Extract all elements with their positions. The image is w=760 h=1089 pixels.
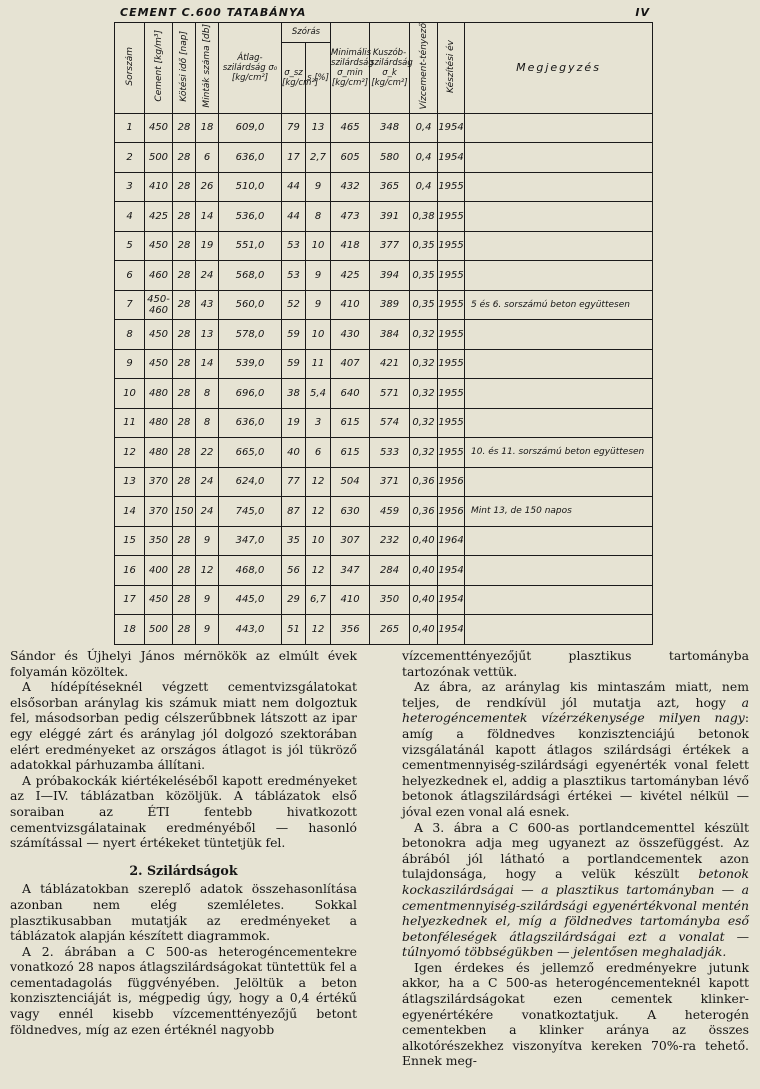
table-cell: 8 xyxy=(306,202,331,232)
table-cell: 51 xyxy=(282,615,306,645)
table-cell: 665,0 xyxy=(219,438,282,468)
table-cell: 1955 xyxy=(438,202,465,232)
table-cell: 500 xyxy=(145,143,173,173)
table-cell: 640 xyxy=(331,379,370,409)
table-cell-note: 5 és 6. sorszámú beton együttesen xyxy=(465,290,653,320)
table-cell: 28 xyxy=(173,349,196,379)
table-row xyxy=(115,438,653,468)
table-cell: 28 xyxy=(173,113,196,143)
table-cell: 10 xyxy=(115,379,145,409)
table-cell: 28 xyxy=(173,438,196,468)
table-cell: 11 xyxy=(115,408,145,438)
table-cell: 425 xyxy=(145,202,173,232)
right-text-column xyxy=(402,648,749,1069)
table-cell: 16 xyxy=(115,556,145,586)
table-cell: 636,0 xyxy=(219,408,282,438)
table-cell: 636,0 xyxy=(219,143,282,173)
table-cell: 4 xyxy=(115,202,145,232)
table-cell: 450 xyxy=(145,231,173,261)
table-cell: 38 xyxy=(282,379,306,409)
table-cell: 9 xyxy=(306,261,331,291)
table-cell: 1954 xyxy=(438,585,465,615)
table-cell: 384 xyxy=(370,320,410,350)
paragraph: Az ábra, az aránylag kis mintaszám miatt, nem teljes, de rendkívül jól mutatja azt, hogy a heterogéncementek vízérzékenysége milyen nagy: amíg a földnedves konzisztenciájú betonok vizsgálatánál kapott átlagos szilárdsági értékek a cementmennyiség-szilárdsági egyenérték vonal felett helyezkednek el, addig a plasztikus tartományban lévő betonok átlagszilárdsági értékei — kivétel nélkül — jóval ezen vonal alá esnek. xyxy=(402,679,749,819)
table-cell: 465 xyxy=(331,113,370,143)
table-cell: 9 xyxy=(196,585,219,615)
paragraph: A táblázatokban szereplő adatok összehasonlítása azonban nem elég szemléletes. Sokkal plasztikusabban mutatják az eredményeket a táblázatok alapján készített diagrammok. xyxy=(10,881,357,944)
col-header-vizcement: Vízcement-tényező xyxy=(410,23,438,114)
table-cell: 53 xyxy=(282,261,306,291)
table-cell: 605 xyxy=(331,143,370,173)
table-cell: 504 xyxy=(331,467,370,497)
table-cell-note xyxy=(465,408,653,438)
table-cell-note xyxy=(465,467,653,497)
table-cell: 536,0 xyxy=(219,202,282,232)
table-cell: 468,0 xyxy=(219,556,282,586)
table-cell: 59 xyxy=(282,349,306,379)
col-header-cement: Cement [kg/m³] xyxy=(145,23,173,114)
table-cell: 28 xyxy=(173,172,196,202)
table-cell-note xyxy=(465,202,653,232)
table-cell: 348 xyxy=(370,113,410,143)
table-cell: 284 xyxy=(370,556,410,586)
table-cell-note xyxy=(465,526,653,556)
table-cell: 0,40 xyxy=(410,615,438,645)
table-cell: 560,0 xyxy=(219,290,282,320)
table-cell: 377 xyxy=(370,231,410,261)
table-cell: 40 xyxy=(282,438,306,468)
table-row xyxy=(115,556,653,586)
table-cell: 410 xyxy=(331,290,370,320)
table-cell: 0,40 xyxy=(410,526,438,556)
table-cell: 551,0 xyxy=(219,231,282,261)
table-cell: 10 xyxy=(306,526,331,556)
table-cell: 28 xyxy=(173,143,196,173)
table-cell: 53 xyxy=(282,231,306,261)
table-cell: 0,35 xyxy=(410,261,438,291)
table-cell: 1956 xyxy=(438,467,465,497)
table-cell: 539,0 xyxy=(219,349,282,379)
table-cell: 6 xyxy=(306,438,331,468)
table-cell: 10 xyxy=(306,231,331,261)
table-cell: 18 xyxy=(115,615,145,645)
table-cell: 389 xyxy=(370,290,410,320)
table-cell: 745,0 xyxy=(219,497,282,527)
paragraph: A próbakockák kiértékeléséből kapott eredményeket az I—IV. táblázatban közöljük. A táblázatok első soraiban az ÉTI fentebb hivatkozott cementvizsgálatainak eredményéből — hasonló számítással — nyert értékeket tüntetjük fel. xyxy=(10,772,357,851)
table-row xyxy=(115,497,653,527)
table-row xyxy=(115,231,653,261)
table-cell: 0,32 xyxy=(410,379,438,409)
table-cell: 347 xyxy=(331,556,370,586)
table-cell: 2,7 xyxy=(306,143,331,173)
table-cell: 28 xyxy=(173,290,196,320)
table-cell: 52 xyxy=(282,290,306,320)
table-cell: 24 xyxy=(196,497,219,527)
table-cell: 17 xyxy=(282,143,306,173)
table-cell: 28 xyxy=(173,526,196,556)
table-cell: 624,0 xyxy=(219,467,282,497)
table-cell: 1955 xyxy=(438,349,465,379)
col-header-megjegyzes: Megjegyzés xyxy=(465,23,653,114)
table-cell: 450 xyxy=(145,113,173,143)
table-cell: 371 xyxy=(370,467,410,497)
table-cell: 17 xyxy=(115,585,145,615)
table-cell: 59 xyxy=(282,320,306,350)
table-cell: 0,4 xyxy=(410,143,438,173)
table-cell: 26 xyxy=(196,172,219,202)
paragraph: A 3. ábra a C 600-as portlandcementtel készült betonokra adja meg ugyanezt az összefüggést. Az ábrából jól látható a portlandcementek azon tulajdonsága, hogy a velük készült betonok kockaszilárdságai — a plasztikus tartományban — a cementmennyiség-szilárdsági egyenértékvonal mentén helyezkednek el, míg a földnedves tartományba eső betonféleségek átlagszilárdságai ezt a vonalat — túlnyomó többségükben — jelentősen meghaladják. xyxy=(402,819,749,960)
table-cell: 578,0 xyxy=(219,320,282,350)
table-cell: 11 xyxy=(306,349,331,379)
table-cell: 1956 xyxy=(438,497,465,527)
table-cell: 1954 xyxy=(438,615,465,645)
table-cell: 28 xyxy=(173,202,196,232)
table-cell-note xyxy=(465,349,653,379)
table-cell: 6 xyxy=(196,143,219,173)
table-cell: 0,36 xyxy=(410,497,438,527)
table-cell: 77 xyxy=(282,467,306,497)
table-cell: 8 xyxy=(115,320,145,350)
table-cell: 0,4 xyxy=(410,172,438,202)
table-cell: 28 xyxy=(173,615,196,645)
section-heading: 2. Szilárdságok xyxy=(129,862,238,878)
table-cell: 450 xyxy=(145,320,173,350)
table-body xyxy=(115,113,653,644)
table-cell: 480 xyxy=(145,408,173,438)
table-cell: 0,40 xyxy=(410,556,438,586)
table-cell: 0,32 xyxy=(410,349,438,379)
table-cell: 14 xyxy=(196,202,219,232)
table-cell: 12 xyxy=(306,615,331,645)
table-cell: 460 xyxy=(145,261,173,291)
table-cell: 19 xyxy=(196,231,219,261)
table-cell: 450-460 xyxy=(145,290,173,320)
table-cell: 473 xyxy=(331,202,370,232)
table-cell-note xyxy=(465,556,653,586)
table-cell: 510,0 xyxy=(219,172,282,202)
table-cell: 615 xyxy=(331,438,370,468)
table-cell: 421 xyxy=(370,349,410,379)
table-cell: 394 xyxy=(370,261,410,291)
col-header-mintak-szama: Minták száma [db] xyxy=(196,23,219,114)
table-cell: 28 xyxy=(173,467,196,497)
table-cell: 450 xyxy=(145,585,173,615)
table-cell: 347,0 xyxy=(219,526,282,556)
table-cell: 3 xyxy=(115,172,145,202)
table-cell: 44 xyxy=(282,172,306,202)
col-header-sigma-sz: σ_sz [kg/cm²] xyxy=(282,42,306,113)
table-cell: 443,0 xyxy=(219,615,282,645)
table-cell: 1954 xyxy=(438,113,465,143)
paragraph: vízcementtényezőjűt plasztikus tartományba tartozónak vettük. xyxy=(402,648,749,679)
table-cell: 10 xyxy=(306,320,331,350)
table-cell: 12 xyxy=(306,556,331,586)
paragraph: Igen érdekes és jellemző eredményekre jutunk akkor, ha a C 500-as heterogéncementeknél kapott átlagszilárdságokat ezen cementek klinker-egyenértékére vonatkoztatjuk. A heterogén cementekben a klinker aránya az összes alkotórészekhez viszonyítva kereken 70%-ra tehető. Ennek meg- xyxy=(402,959,749,1069)
table-cell: 5 xyxy=(115,231,145,261)
table-cell-note xyxy=(465,585,653,615)
table-cell: 18 xyxy=(196,113,219,143)
table-row xyxy=(115,467,653,497)
table-cell: 87 xyxy=(282,497,306,527)
table-cell: 24 xyxy=(196,261,219,291)
table-cell: 307 xyxy=(331,526,370,556)
table-cell: 445,0 xyxy=(219,585,282,615)
table-cell: 350 xyxy=(145,526,173,556)
table-cell: 571 xyxy=(370,379,410,409)
table-cell: 28 xyxy=(173,556,196,586)
table-cell: 3 xyxy=(306,408,331,438)
table-cell: 574 xyxy=(370,408,410,438)
table-cell-note: 10. és 11. sorszámú beton együttesen xyxy=(465,438,653,468)
table-cell: 7 xyxy=(115,290,145,320)
table-cell-note: Mint 13, de 150 napos xyxy=(465,497,653,527)
table-cell: 8 xyxy=(196,408,219,438)
table-cell: 5,4 xyxy=(306,379,331,409)
table-cell: 480 xyxy=(145,379,173,409)
table-cell: 580 xyxy=(370,143,410,173)
table-cell: 0,35 xyxy=(410,290,438,320)
table-cell: 630 xyxy=(331,497,370,527)
table-row xyxy=(115,261,653,291)
table-cell: 1955 xyxy=(438,231,465,261)
table-cell: 568,0 xyxy=(219,261,282,291)
table-cell: 1955 xyxy=(438,172,465,202)
table-cell: 609,0 xyxy=(219,113,282,143)
paragraph: A hídépítéseknél végzett cementvizsgálatokat elsősorban aránylag kis számuk miatt nem dolgoztuk fel, másodsorban pedig célszerűbbnek látszott az ipar egy eléggé zárt és aránylag jól dolgozó szektorában elért eredményeket az országos átlagot is jól tükröző adatokkal párhuzamba állítani. xyxy=(10,679,357,773)
table-cell: 407 xyxy=(331,349,370,379)
table-cell-note xyxy=(465,113,653,143)
table-cell: 12 xyxy=(306,497,331,527)
table-cell: 29 xyxy=(282,585,306,615)
table-cell: 14 xyxy=(115,497,145,527)
table-cell: 370 xyxy=(145,497,173,527)
table-cell: 13 xyxy=(196,320,219,350)
table-cell: 1955 xyxy=(438,438,465,468)
table-cell: 696,0 xyxy=(219,379,282,409)
table-cell: 1954 xyxy=(438,143,465,173)
header-page-number: IV xyxy=(635,6,650,19)
table-cell: 430 xyxy=(331,320,370,350)
table-cell: 44 xyxy=(282,202,306,232)
table-row xyxy=(115,320,653,350)
header-title: CEMENT C.600 TATABÁNYA xyxy=(120,6,307,19)
table-cell: 12 xyxy=(115,438,145,468)
paragraph: Sándor és Újhelyi János mérnökök az elmúlt évek folyamán közöltek. xyxy=(10,648,357,679)
table-cell: 28 xyxy=(173,320,196,350)
table-cell: 8 xyxy=(196,379,219,409)
table-row xyxy=(115,202,653,232)
table-cell-note xyxy=(465,615,653,645)
table-cell: 1955 xyxy=(438,261,465,291)
table-cell: 35 xyxy=(282,526,306,556)
table-row xyxy=(115,172,653,202)
paragraph: A 2. ábrában a C 500-as heterogéncementekre vonatkozó 28 napos átlagszilárdságokat tüntettük fel a cementadagolás függvényében. Jelöltük a beton konzisztenciáját is, mégpedig úgy, hogy a 0,4 értékű vagy ennél kisebb vízcementtényezőjű betont földnedves, míg az ezen értéknél nagyobb xyxy=(10,943,357,1037)
table-cell: 450 xyxy=(145,349,173,379)
table-cell: 22 xyxy=(196,438,219,468)
table-cell: 1955 xyxy=(438,379,465,409)
table-cell: 14 xyxy=(196,349,219,379)
table-cell-note xyxy=(465,231,653,261)
table-cell: 2 xyxy=(115,143,145,173)
table-cell: 0,32 xyxy=(410,438,438,468)
table-cell: 0,32 xyxy=(410,320,438,350)
table-cell: 356 xyxy=(331,615,370,645)
table-cell: 0,40 xyxy=(410,585,438,615)
table-cell: 12 xyxy=(196,556,219,586)
table-cell: 0,32 xyxy=(410,408,438,438)
table-cell: 9 xyxy=(196,526,219,556)
table-row xyxy=(115,113,653,143)
table-cell: 9 xyxy=(115,349,145,379)
table-cell: 370 xyxy=(145,467,173,497)
table-cell-note xyxy=(465,172,653,202)
col-header-kuszob-szilardsag: Kuszób-szilárdság σ_k [kg/cm²] xyxy=(370,23,410,114)
table-row xyxy=(115,526,653,556)
table-cell: 13 xyxy=(306,113,331,143)
table-cell: 265 xyxy=(370,615,410,645)
table-cell: 43 xyxy=(196,290,219,320)
table-row xyxy=(115,290,653,320)
table-row xyxy=(115,349,653,379)
table-cell: 1 xyxy=(115,113,145,143)
table-cell-note xyxy=(465,143,653,173)
table-cell: 400 xyxy=(145,556,173,586)
table-cell: 28 xyxy=(173,408,196,438)
table-cell: 15 xyxy=(115,526,145,556)
table-cell: 28 xyxy=(173,261,196,291)
table-cell: 150 xyxy=(173,497,196,527)
table-cell: 9 xyxy=(306,290,331,320)
table-cell: 1955 xyxy=(438,320,465,350)
table-cell: 432 xyxy=(331,172,370,202)
table-cell: 9 xyxy=(306,172,331,202)
col-header-min-szilardsag: Minimális szilárdság σ_min [kg/cm²] xyxy=(331,23,370,114)
table-row xyxy=(115,585,653,615)
table-cell-note xyxy=(465,379,653,409)
table-cell: 28 xyxy=(173,379,196,409)
table-row xyxy=(115,615,653,645)
left-text-column xyxy=(10,648,357,1037)
table-cell: 56 xyxy=(282,556,306,586)
page-header xyxy=(120,6,650,22)
table-cell: 1964 xyxy=(438,526,465,556)
table-cell: 9 xyxy=(196,615,219,645)
table-cell: 418 xyxy=(331,231,370,261)
table-cell: 0,36 xyxy=(410,467,438,497)
strength-table xyxy=(114,22,653,645)
table-cell: 1954 xyxy=(438,556,465,586)
table-row xyxy=(115,379,653,409)
table-row xyxy=(115,143,653,173)
table-cell: 533 xyxy=(370,438,410,468)
table-cell: 365 xyxy=(370,172,410,202)
table-cell: 232 xyxy=(370,526,410,556)
table-cell-note xyxy=(465,320,653,350)
table-cell: 13 xyxy=(115,467,145,497)
table-cell: 0,38 xyxy=(410,202,438,232)
table-cell: 425 xyxy=(331,261,370,291)
col-header-s-percent: s [%] xyxy=(306,42,331,113)
table-cell: 0,35 xyxy=(410,231,438,261)
table-cell: 500 xyxy=(145,615,173,645)
col-header-sorszam: Sorszám xyxy=(115,23,145,114)
table-cell: 28 xyxy=(173,231,196,261)
table-cell: 19 xyxy=(282,408,306,438)
table-cell: 1955 xyxy=(438,290,465,320)
col-header-keszitesi-ev: Készítési év xyxy=(438,23,465,114)
table-cell: 12 xyxy=(306,467,331,497)
table-cell: 410 xyxy=(331,585,370,615)
col-header-kotesi-ido: Kötési idő [nap] xyxy=(173,23,196,114)
table-cell: 615 xyxy=(331,408,370,438)
table-cell: 79 xyxy=(282,113,306,143)
table-cell: 6 xyxy=(115,261,145,291)
table-row xyxy=(115,408,653,438)
table-cell: 6,7 xyxy=(306,585,331,615)
table-cell: 1955 xyxy=(438,408,465,438)
table-cell: 391 xyxy=(370,202,410,232)
table-cell: 350 xyxy=(370,585,410,615)
col-header-group-szoras: Szórás xyxy=(282,23,331,43)
table-cell: 459 xyxy=(370,497,410,527)
table-cell-note xyxy=(465,261,653,291)
col-header-atlagszilardsag: Átlag-szilárdság σ₀ [kg/cm²] xyxy=(219,23,282,114)
table-cell: 480 xyxy=(145,438,173,468)
table-cell: 410 xyxy=(145,172,173,202)
table-cell: 24 xyxy=(196,467,219,497)
table-cell: 28 xyxy=(173,585,196,615)
table-cell: 0,4 xyxy=(410,113,438,143)
